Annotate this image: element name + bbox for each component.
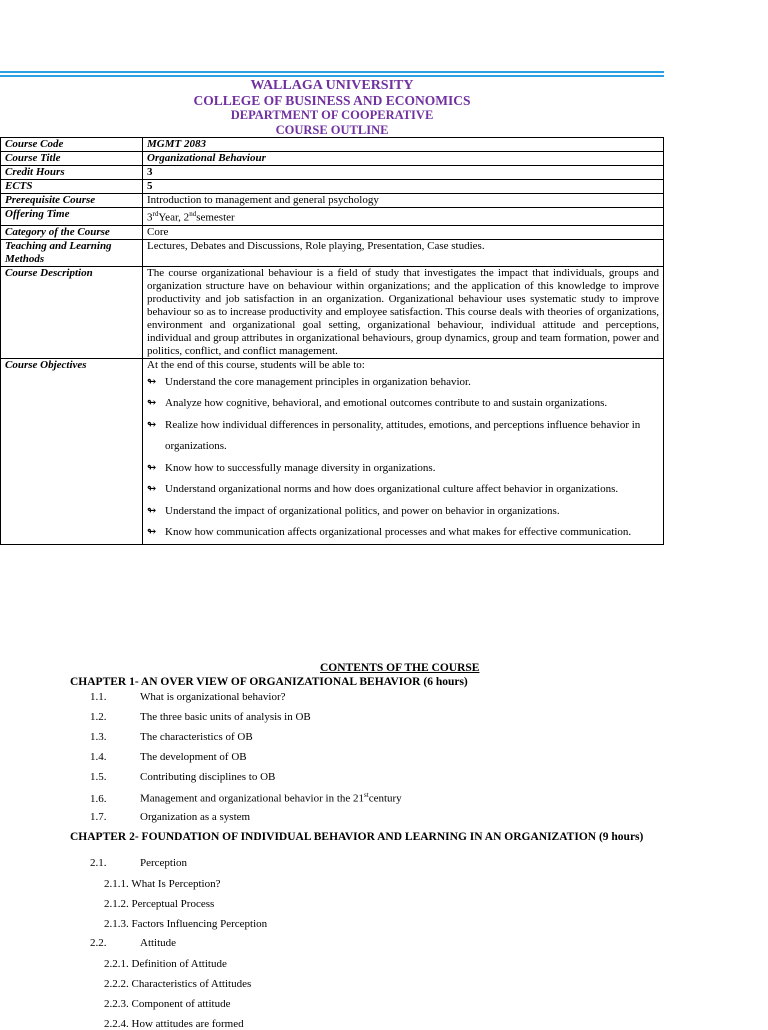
row-offering-time bbox=[1, 208, 664, 226]
offering-semester-suffix: nd bbox=[189, 210, 197, 218]
ects-label: ECTS bbox=[1, 180, 143, 194]
row-prerequisite bbox=[1, 194, 664, 208]
item-text: What is organizational behavior? bbox=[140, 691, 286, 703]
credit-hours-label: Credit Hours bbox=[1, 166, 143, 180]
arrow-bullet-icon: ↬ bbox=[147, 504, 157, 517]
item-text: What Is Perception? bbox=[131, 878, 221, 890]
item-number: 2.2.4. bbox=[104, 1018, 129, 1030]
row-description bbox=[1, 266, 664, 358]
arrow-bullet-icon: ↬ bbox=[147, 526, 157, 539]
offering-semester: semester bbox=[196, 211, 235, 224]
category-label: Category of the Course bbox=[1, 225, 143, 239]
arrow-bullet-icon: ↬ bbox=[147, 461, 157, 474]
list-item bbox=[90, 731, 253, 743]
description-label: Course Description bbox=[1, 266, 143, 358]
list-item bbox=[90, 937, 176, 949]
item-text: The development of OB bbox=[140, 751, 247, 763]
item-superscript: st bbox=[364, 791, 369, 799]
course-title-value: Organizational Behaviour bbox=[143, 152, 664, 166]
item-text: The characteristics of OB bbox=[140, 731, 253, 743]
objective-item bbox=[147, 479, 659, 501]
offering-year-suffix: rd bbox=[152, 210, 159, 218]
arrow-bullet-icon: ↬ bbox=[147, 483, 157, 496]
list-item bbox=[104, 978, 251, 990]
objective-text: Realize how individual differences in personality, attitudes, emotions, and perceptions influence behavior in organizations. bbox=[165, 418, 641, 453]
item-number: 2.2. bbox=[90, 937, 107, 949]
list-item bbox=[104, 898, 214, 910]
item-number: 1.3. bbox=[90, 731, 107, 743]
item-text: Perceptual Process bbox=[131, 898, 215, 910]
description-text: The course organizational behaviour is a field of study that investigates the impact that individuals, groups and organization structure have on behaviour within organizations; and the application of this knowledge to improve productivity and job satisfaction in an organization. Organizational behaviour uses systematic study to improve behaviour so as to increase productivity and employee satisfaction. This course deals with theories of organizations, environment and organizational goal setting, organizational behaviour, individual attitude and perceptions, individual and group attributes in organizational behaviours, group dynamics, group and team formation, power and politics, conflict, and conflict management. bbox=[143, 266, 664, 358]
objective-text: Understand the core management principles in organization behavior. bbox=[165, 375, 471, 388]
row-objectives bbox=[1, 358, 664, 544]
item-number: 1.4. bbox=[90, 751, 107, 763]
top-rule-2 bbox=[0, 75, 664, 77]
item-number: 2.1. bbox=[90, 857, 107, 869]
item-number: 2.1.2. bbox=[104, 898, 129, 910]
row-course-title bbox=[1, 152, 664, 166]
objective-item bbox=[147, 372, 659, 394]
item-text: How attitudes are formed bbox=[131, 1018, 244, 1030]
objective-text: Understand the impact of organizational politics, and power on behavior in organizations. bbox=[165, 504, 560, 517]
objective-text: Understand organizational norms and how does organizational culture affect behavior in organizations. bbox=[165, 483, 619, 496]
item-number: 1.1. bbox=[90, 691, 107, 703]
list-item bbox=[90, 711, 311, 723]
item-number: 2.2.1. bbox=[104, 958, 129, 970]
list-item bbox=[104, 1018, 244, 1030]
arrow-bullet-icon: ↬ bbox=[147, 397, 157, 410]
course-outline-table bbox=[0, 137, 664, 545]
document-title: COURSE OUTLINE bbox=[275, 123, 389, 137]
item-text: Management and organizational behavior in the 21 bbox=[140, 792, 365, 805]
objectives-label: Course Objectives bbox=[1, 358, 143, 544]
department-name: DEPARTMENT OF COOPERATIVE bbox=[230, 108, 434, 122]
objectives-cell bbox=[143, 358, 664, 544]
college-name: COLLEGE OF BUSINESS AND ECONOMICS bbox=[193, 93, 471, 108]
item-text: Attitude bbox=[140, 937, 177, 949]
item-text: Component of attitude bbox=[131, 998, 231, 1010]
offering-year: 3 bbox=[147, 211, 153, 224]
list-item bbox=[90, 811, 250, 823]
list-item bbox=[90, 857, 187, 869]
item-text: The three basic units of analysis in OB bbox=[140, 711, 311, 723]
list-item bbox=[90, 751, 247, 763]
item-text: Contributing disciplines to OB bbox=[140, 771, 276, 783]
objectives-intro: At the end of this course, students will be able to: bbox=[147, 358, 365, 371]
objective-item bbox=[147, 415, 659, 458]
item-number: 1.2. bbox=[90, 711, 107, 723]
methods-value: Lectures, Debates and Discussions, Role playing, Presentation, Case studies. bbox=[143, 239, 664, 266]
item-text-after: century bbox=[368, 792, 402, 805]
item-number: 1.6. bbox=[90, 792, 107, 805]
contents-title: CONTENTS OF THE COURSE bbox=[320, 662, 480, 674]
item-text: Definition of Attitude bbox=[131, 958, 227, 970]
credit-hours-value: 3 bbox=[143, 166, 664, 180]
item-number: 1.7. bbox=[90, 811, 107, 823]
item-number: 2.2.3. bbox=[104, 998, 129, 1010]
top-rule-1 bbox=[0, 71, 664, 73]
university-name: WALLAGA UNIVERSITY bbox=[250, 78, 414, 93]
item-text: Factors Influencing Perception bbox=[131, 918, 268, 930]
list-item bbox=[90, 771, 275, 783]
prerequisite-label: Prerequisite Course bbox=[1, 194, 143, 208]
item-text: Perception bbox=[140, 857, 188, 869]
chapter-2-heading: CHAPTER 2- FOUNDATION OF INDIVIDUAL BEHAVIOR AND LEARNING IN AN ORGANIZATION (9 hours) bbox=[70, 831, 644, 843]
row-ects bbox=[1, 180, 664, 194]
item-number: 2.1.3. bbox=[104, 918, 129, 930]
course-code-value: MGMT 2083 bbox=[143, 138, 664, 152]
course-code-label: Course Code bbox=[1, 138, 143, 152]
arrow-bullet-icon: ↬ bbox=[147, 418, 157, 431]
item-number: 1.5. bbox=[90, 771, 107, 783]
offering-mid: Year, 2 bbox=[158, 211, 190, 224]
item-text: Characteristics of Attitudes bbox=[131, 978, 252, 990]
row-category bbox=[1, 225, 664, 239]
row-methods bbox=[1, 239, 664, 266]
objective-item bbox=[147, 393, 659, 415]
list-item bbox=[104, 878, 221, 890]
objective-text: Know how to successfully manage diversity in organizations. bbox=[165, 461, 436, 474]
item-number: 2.1.1. bbox=[104, 878, 129, 890]
methods-label: Teaching and Learning Methods bbox=[1, 239, 143, 266]
offering-time-label: Offering Time bbox=[1, 208, 143, 226]
objective-text: Know how communication affects organizational processes and what makes for effective communication. bbox=[165, 526, 632, 539]
ects-value: 5 bbox=[143, 180, 664, 194]
objective-text: Analyze how cognitive, behavioral, and emotional outcomes contribute to and sustain organizations. bbox=[165, 397, 608, 410]
offering-time-value bbox=[143, 208, 664, 226]
list-item bbox=[104, 998, 230, 1010]
document-header bbox=[0, 78, 664, 138]
list-item bbox=[104, 958, 227, 970]
row-credit-hours bbox=[1, 166, 664, 180]
arrow-bullet-icon: ↬ bbox=[147, 375, 157, 388]
course-title-label: Course Title bbox=[1, 152, 143, 166]
prerequisite-value: Introduction to management and general psychology bbox=[143, 194, 664, 208]
list-item bbox=[90, 691, 286, 703]
row-course-code bbox=[1, 138, 664, 152]
item-text: Organization as a system bbox=[140, 811, 251, 823]
item-number: 2.2.2. bbox=[104, 978, 129, 990]
objective-item bbox=[147, 501, 659, 523]
list-item bbox=[104, 918, 267, 930]
list-item bbox=[90, 791, 402, 805]
category-value: Core bbox=[143, 225, 664, 239]
objective-item bbox=[147, 458, 659, 480]
chapter-1-heading: CHAPTER 1- AN OVER VIEW OF ORGANIZATIONAL BEHAVIOR (6 hours) bbox=[70, 676, 468, 688]
objective-item bbox=[147, 522, 659, 544]
